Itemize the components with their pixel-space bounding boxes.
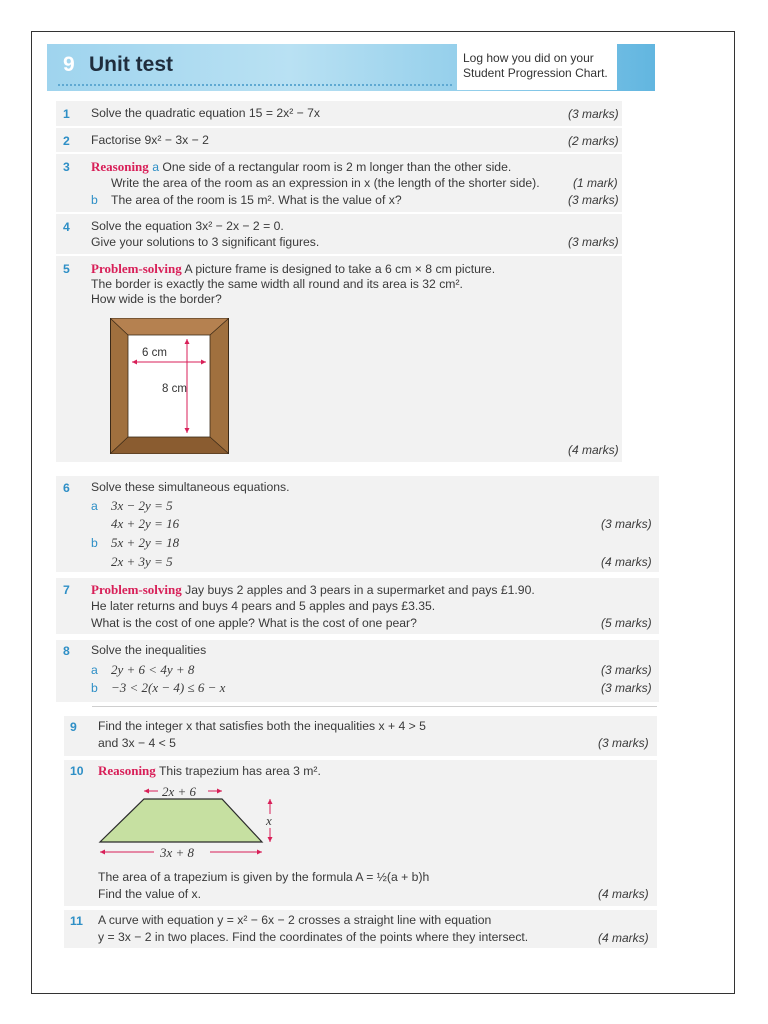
question-number-6: 6 [63, 481, 70, 495]
question-7-line-1 [91, 583, 535, 596]
frame-bottom-bevel [111, 437, 229, 454]
question-3b-marks: (3 marks) [568, 193, 619, 207]
equation-6a-1: 3x − 2y = 5 [111, 498, 173, 513]
part-b-label: b [91, 681, 98, 695]
question-11-line-2: y = 3x − 2 in two places. Find the coordinates of the points where they intersect. [98, 930, 529, 944]
problem-solving-keyword: Problem-solving [91, 261, 182, 276]
question-7-line-2: He later returns and buys 4 pears and 5 apples and pays £3.35. [91, 599, 436, 613]
question-number-10: 10 [70, 764, 84, 778]
equation-6a-2: 4x + 2y = 16 [111, 516, 180, 531]
question-3-line-3: The area of the room is 15 m². What is the value of x? [111, 193, 402, 207]
part-a-label: a [91, 499, 98, 513]
question-4-marks: (3 marks) [568, 235, 619, 249]
question-number-3: 3 [63, 160, 70, 174]
question-6-line-1: Solve these simultaneous equations. [91, 480, 290, 494]
question-9-line-2: and 3x − 4 < 5 [98, 736, 176, 750]
unit-number: 9 [63, 53, 75, 76]
question-3-line-2: Write the area of the room as an expression in x (the length of the shorter side). [111, 176, 540, 190]
question-5-marks: (4 marks) [568, 443, 619, 457]
reasoning-keyword: Reasoning [91, 159, 149, 174]
question-number-7: 7 [63, 583, 70, 597]
question-1-text: Solve the quadratic equation 15 = 2x² − 7x [91, 106, 321, 120]
trapezium-shape [100, 799, 262, 842]
question-10-line-1-text: This trapezium has area 3 m². [158, 764, 321, 778]
question-number-1: 1 [63, 107, 70, 121]
question-number-8: 8 [63, 644, 70, 658]
question-3a-marks: (1 mark) [573, 176, 618, 190]
question-8b-marks: (3 marks) [601, 681, 652, 695]
frame-top-bevel [111, 319, 229, 336]
question-5-line-1 [91, 262, 495, 275]
question-6b-marks: (4 marks) [601, 555, 652, 569]
part-a-label: a [152, 160, 159, 174]
unit-title: Unit test [89, 53, 173, 76]
question-5-line-2: The border is exactly the same width all round and its area is 32 cm². [91, 277, 463, 291]
question-8-line-1: Solve the inequalities [91, 643, 207, 657]
trapezium-top-label: 2x + 6 [162, 784, 197, 799]
question-7-line-3: What is the cost of one apple? What is the cost of one pear? [91, 616, 417, 630]
question-3-line-1 [91, 160, 511, 173]
inequality-8a: 2y + 6 < 4y + 8 [111, 662, 195, 677]
question-10-marks: (4 marks) [598, 887, 649, 901]
question-1-marks: (3 marks) [568, 107, 619, 121]
question-5-line-3: How wide is the border? [91, 292, 222, 306]
question-7-line-1-text: Jay buys 2 apples and 3 pears in a supermarket and pays £1.90. [185, 583, 535, 597]
part-b-label: b [91, 193, 98, 207]
question-4-line-2: Give your solutions to 3 significant figures. [91, 235, 320, 249]
question-4-line-1: Solve the equation 3x² − 2x − 2 = 0. [91, 219, 284, 233]
question-5-line-1-text: A picture frame is designed to take a 6 cm × 8 cm picture. [184, 262, 496, 276]
problem-solving-keyword: Problem-solving [91, 582, 182, 597]
question-10-line-2: The area of a trapezium is given by the formula A = ½(a + b)h [98, 870, 430, 884]
question-6a-marks: (3 marks) [601, 517, 652, 531]
reasoning-keyword: Reasoning [98, 763, 156, 778]
picture-width-label: 6 cm [142, 347, 167, 359]
inequality-8b: −3 < 2(x − 4) ≤ 6 − x [111, 680, 226, 695]
question-11-line-1: A curve with equation y = x² − 6x − 2 crosses a straight line with equation [98, 913, 492, 927]
picture-height-label: 8 cm [162, 383, 187, 395]
question-number-11: 11 [70, 914, 83, 928]
progression-note-line-1: Log how you did on your [463, 51, 594, 65]
part-a-label: a [91, 663, 98, 677]
question-2-marks: (2 marks) [568, 134, 619, 148]
question-8a-marks: (3 marks) [601, 663, 652, 677]
question-number-4: 4 [63, 220, 70, 234]
equation-6b-2: 2x + 3y = 5 [111, 554, 173, 569]
equation-6b-1: 5x + 2y = 18 [111, 535, 180, 550]
part-b-label: b [91, 536, 98, 550]
banner-dotted-line [58, 84, 452, 86]
section-divider [92, 706, 657, 707]
question-3-line-1-text: One side of a rectangular room is 2 m longer than the other side. [162, 160, 512, 174]
question-9-line-1: Find the integer x that satisfies both the inequalities x + 4 > 5 [98, 719, 426, 733]
trapezium-height-label: x [266, 813, 272, 828]
trapezium-bottom-label: 3x + 8 [160, 845, 195, 860]
question-10-line-1 [98, 764, 321, 777]
question-11-marks: (4 marks) [598, 931, 649, 945]
question-number-2: 2 [63, 134, 70, 148]
question-number-9: 9 [70, 720, 77, 734]
question-10-line-3: Find the value of x. [98, 887, 201, 901]
question-9-marks: (3 marks) [598, 736, 649, 750]
question-number-5: 5 [63, 262, 70, 276]
question-2-text: Factorise 9x² − 3x − 2 [91, 133, 209, 147]
question-7-marks: (5 marks) [601, 616, 652, 630]
progression-note-line-2: Student Progression Chart. [463, 66, 608, 80]
